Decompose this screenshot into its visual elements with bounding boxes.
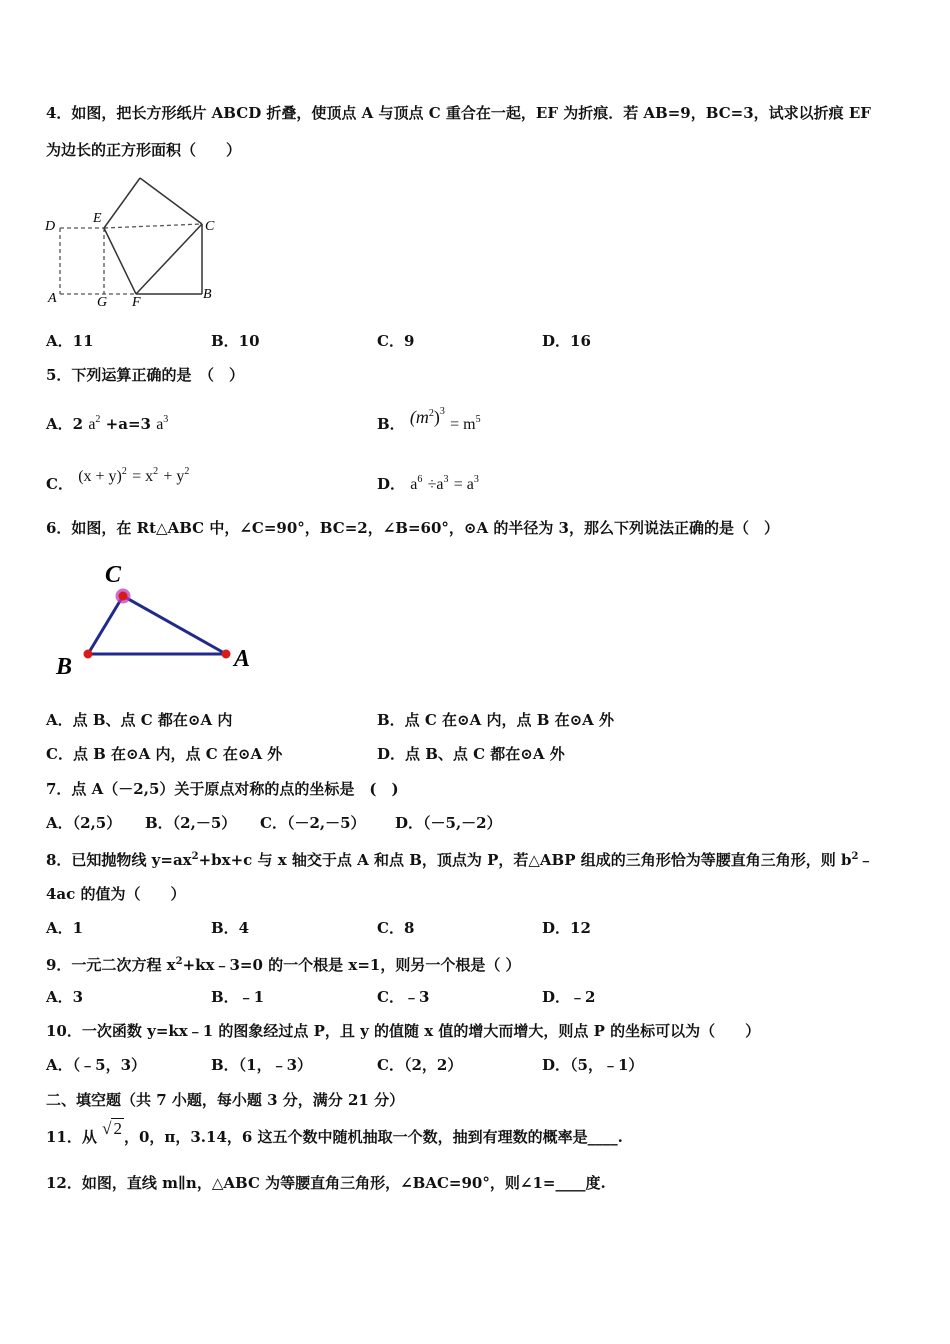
q4-label-F: F [132, 295, 141, 310]
q5-d-div: ÷a [427, 476, 444, 493]
q11-prefix: 11．从 [46, 1128, 97, 1146]
q5-b-exp3: 5 [475, 414, 481, 425]
q8-option-c: C．8 [377, 919, 415, 937]
q5-option-a [46, 410, 168, 435]
q5-c-exp2: 2 [153, 466, 159, 477]
q7-option-c: C．（－2,－5） [260, 814, 366, 832]
q5-a-base2: a [156, 416, 164, 433]
q11-sqrt-radicand: 2 [113, 1119, 122, 1138]
q5-a-coef: 2 [72, 415, 84, 433]
section-2-heading: 二、填空题（共 7 小题，每小题 3 分，满分 21 分） [46, 1091, 405, 1109]
q11-stem [46, 1119, 623, 1147]
q4-stem-line2: 为边长的正方形面积（ ） [46, 141, 242, 159]
q5-option-d-label: D． [377, 475, 406, 493]
q5-c-lhs: (x + y) [78, 468, 122, 485]
q6-triangle-figure [50, 558, 270, 683]
q5-b-close: ) [433, 407, 440, 427]
q4-option-d: D．16 [542, 332, 591, 350]
q9-option-a: A．3 [46, 988, 84, 1006]
q5-a-plus: +a=3 [105, 415, 151, 433]
q11-sqrt [102, 1119, 124, 1139]
q5-b-exp2: 3 [439, 406, 445, 417]
q4-stem-line1: 4．如图，把长方形纸片 ABCD 折叠，使顶点 A 与顶点 C 重合在一起，EF 为折痕．若 AB=9，BC=3，试求以折痕 EF [46, 104, 871, 122]
q4-label-C: C [205, 219, 215, 234]
q9-stem [46, 952, 521, 975]
q5-c-exp1: 2 [121, 466, 127, 477]
q4-label-E: E [93, 211, 102, 226]
q6-option-d: D．点 B、点 C 都在⊙A 外 [377, 745, 565, 763]
q5-c-eq: = x [132, 468, 154, 485]
q6-option-c: C．点 B 在⊙A 内，点 C 在⊙A 外 [46, 745, 283, 763]
q9-stem-part1: 9．一元二次方程 x [46, 956, 176, 974]
q4-option-a: A．11 [46, 332, 94, 350]
q10-option-a: A．（﹣5，3） [46, 1056, 147, 1074]
q5-c-plus: + y [163, 468, 185, 485]
q10-stem: 10．一次函数 y=kx﹣1 的图象经过点 P，且 y 的值随 x 值的增大而增大，则点 P 的坐标可以为（ ） [46, 1022, 761, 1040]
q12-stem: 12．如图，直线 m∥n，△ABC 为等腰直角三角形，∠BAC=90°，则∠1=____度. [46, 1174, 606, 1192]
q6-label-B: B [56, 654, 73, 680]
q6-label-C: C [105, 562, 122, 588]
q8-stem-line1 [46, 847, 873, 870]
q5-b-result: = m [450, 416, 476, 433]
q8-option-a: A．1 [46, 919, 84, 937]
q10-option-c: C．（2，2） [377, 1056, 463, 1074]
q5-a-base: a [88, 416, 96, 433]
q5-d-exp1: 6 [417, 474, 423, 485]
q7-option-d: D．（－5,－2） [395, 814, 502, 832]
q8-stem-part1: 8．已知抛物线 y=ax [46, 851, 192, 869]
q4-label-G: G [97, 295, 108, 310]
q4-label-D: D [45, 219, 56, 234]
q9-option-b: B．﹣1 [211, 988, 265, 1006]
q5-a-exp: 2 [95, 414, 101, 425]
q6-label-A: A [234, 646, 251, 672]
q4-label-B: B [203, 287, 212, 302]
q8-stem-sup2: 2 [851, 851, 859, 862]
q5-b-open: (m [409, 407, 429, 427]
q5-c-exp3: 2 [184, 466, 190, 477]
q5-option-a-label: A． [46, 415, 73, 433]
q9-stem-part2: +kx﹣3=0 的一个根是 x=1，则另一个根是（ ） [182, 956, 521, 974]
q5-option-b [377, 406, 481, 435]
q5-d-result: = a [453, 476, 474, 493]
q8-stem-part3: ﹣ [858, 851, 874, 869]
q5-b-exp1: 2 [428, 408, 434, 419]
q9-option-c: C．﹣3 [377, 988, 430, 1006]
q11-suffix: ，0，π，3.14，6 这五个数中随机抽取一个数，抽到有理数的概率是____. [123, 1128, 623, 1146]
q4-option-c: C．9 [377, 332, 415, 350]
q6-option-b: B．点 C 在⊙A 内，点 B 在⊙A 外 [377, 711, 615, 729]
q5-a-exp2: 3 [163, 414, 169, 425]
q5-option-c [46, 466, 190, 495]
q5-d-exp3: 3 [473, 474, 479, 485]
q5-d-base: a [410, 476, 418, 493]
q5-option-d [377, 470, 479, 495]
q11-sqrt-sign: √ [102, 1119, 112, 1138]
q9-stem-sup: 2 [175, 956, 183, 967]
q7-option-b: B．（2,－5） [145, 814, 237, 832]
q10-option-b: B．（1，﹣3） [211, 1056, 313, 1074]
q6-stem: 6．如图，在 Rt△ABC 中，∠C=90°，BC=2，∠B=60°，⊙A 的半径为 3，那么下列说法正确的是（ ） [46, 519, 779, 537]
q10-option-d: D．（5，﹣1） [542, 1056, 644, 1074]
q4-label-A: A [48, 291, 57, 306]
q8-stem-part2: +bx+c 与 x 轴交于点 A 和点 B，顶点为 P，若△ABP 组成的三角形恰为等腰直角三角形，则 b [198, 851, 852, 869]
q8-option-d: D．12 [542, 919, 591, 937]
q8-stem-sup1: 2 [191, 851, 199, 862]
q4-option-b: B．10 [211, 332, 260, 350]
q6-option-a: A．点 B、点 C 都在⊙A 内 [46, 711, 233, 729]
q5-option-b-label: B． [377, 415, 405, 433]
q9-option-d: D．﹣2 [542, 988, 596, 1006]
q5-d-exp2: 3 [443, 474, 449, 485]
q5-stem: 5．下列运算正确的是 （ ） [46, 366, 244, 384]
q4-rectangle-fold-figure [40, 172, 230, 312]
q7-stem: 7．点 A（－2,5）关于原点对称的点的坐标是 ( ) [46, 780, 399, 798]
q5-option-c-label: C． [46, 475, 73, 493]
q7-option-a: A．（2,5） [46, 814, 122, 832]
q8-stem-line2: 4ac 的值为（ ） [46, 885, 186, 903]
q8-option-b: B．4 [211, 919, 250, 937]
